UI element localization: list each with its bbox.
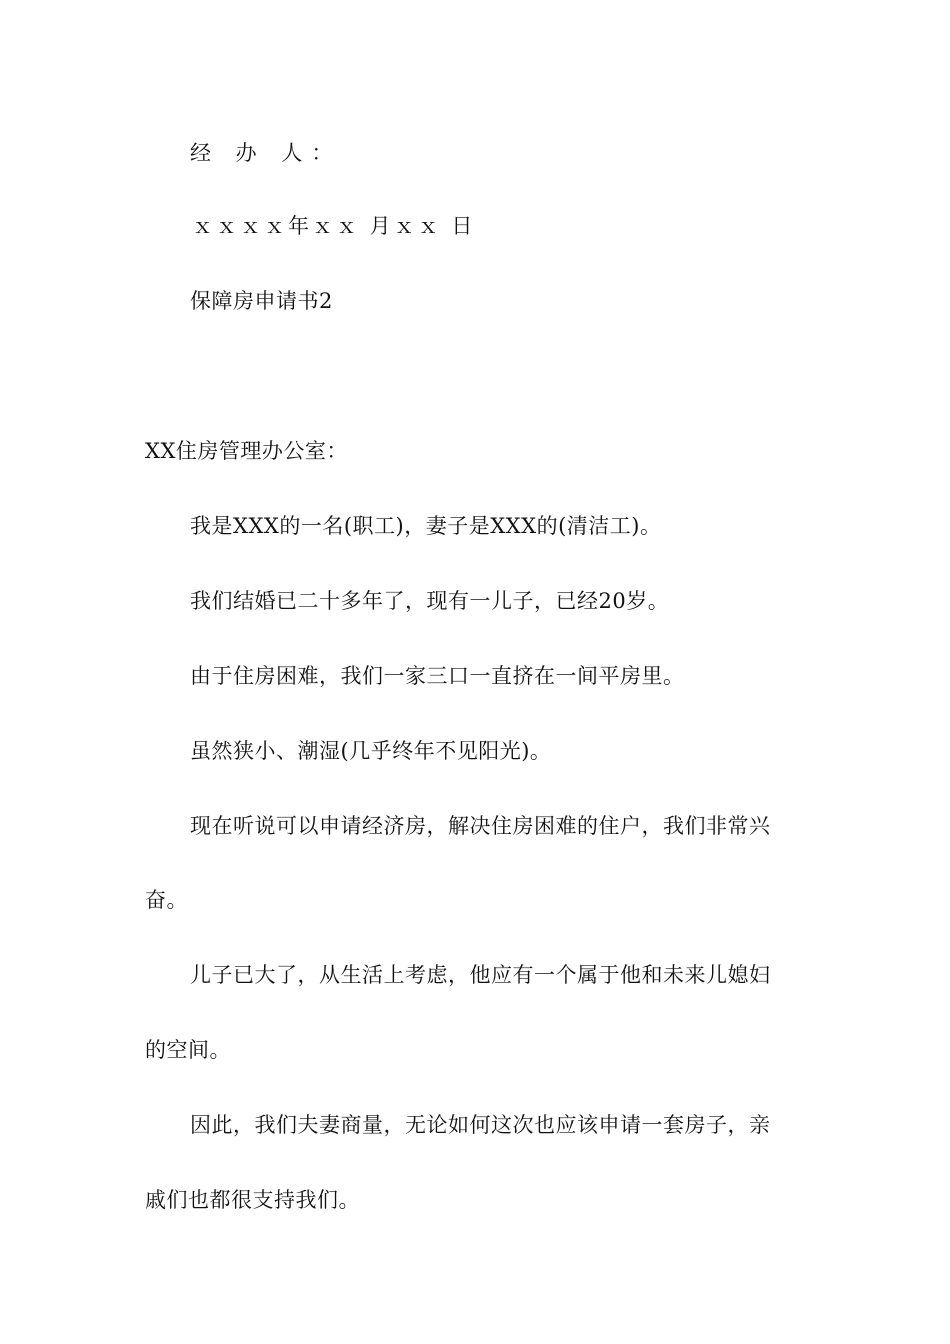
paragraph-line: 虽然狭小、潮湿(几乎终年不见阳光)。 [190, 739, 552, 763]
paragraph-line: 奋。 [145, 888, 188, 912]
date-line: ｘｘｘｘ年ｘｘ 月ｘｘ 日 [192, 214, 476, 238]
paragraph-line: 的空间。 [145, 1038, 231, 1062]
salutation: XX住房管理办公室： [145, 439, 348, 463]
paragraph-line: 我是XXX的一名(职工)，妻子是XXX的(清洁工)。 [190, 514, 662, 538]
paragraph-line: 由于住房困难，我们一家三口一直挤在一间平房里。 [190, 664, 685, 688]
paragraph-line: 儿子已大了，从生活上考虑，他应有一个属于他和未来儿媳妇 [190, 963, 771, 987]
paragraph-line: 我们结婚已二十多年了，现有一儿子，已经20岁。 [190, 589, 670, 613]
document-title: 保障房申请书2 [190, 289, 333, 313]
paragraph-line: 因此，我们夫妻商量，无论如何这次也应该申请一套房子，亲 [190, 1113, 771, 1137]
paragraph-line: 戚们也都很支持我们。 [145, 1188, 360, 1212]
handler-label: 经 办 人： [190, 141, 342, 165]
paragraph-line: 现在听说可以申请经济房，解决住房困难的住户，我们非常兴 [190, 814, 771, 838]
